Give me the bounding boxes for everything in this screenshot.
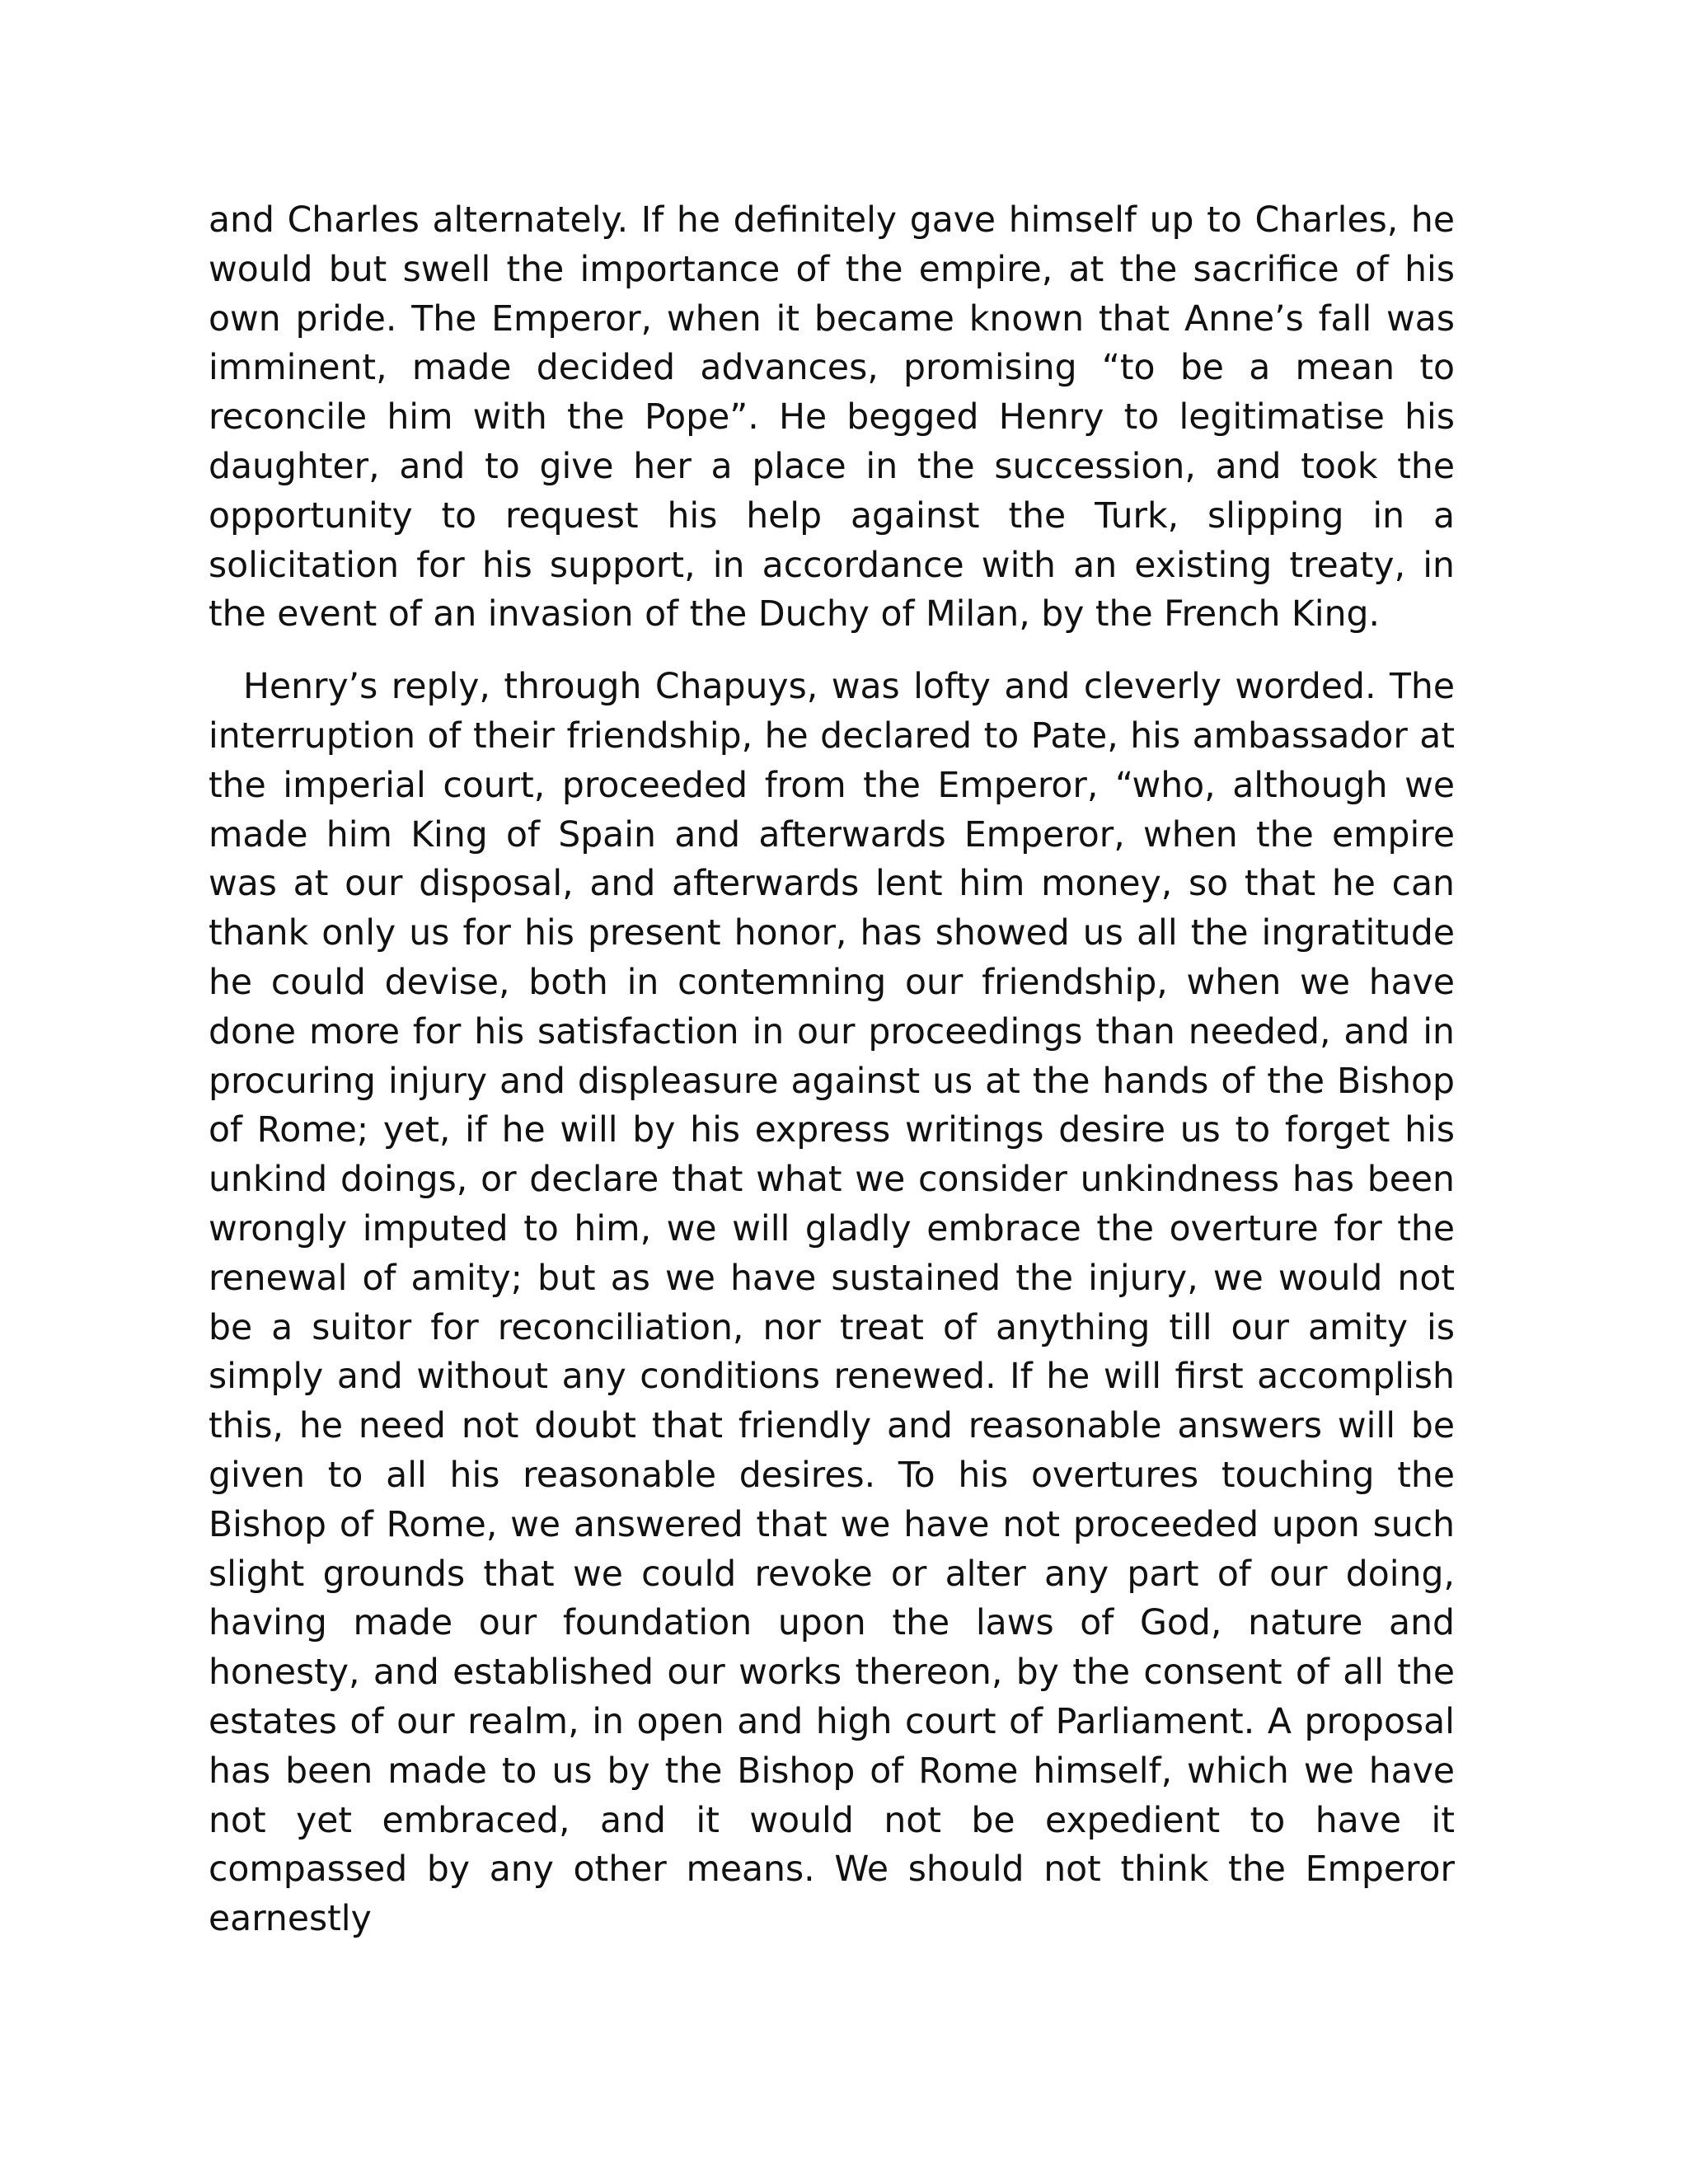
document-page [209,196,1455,1944]
paragraph-1: and Charles alternately. If he definitely gave himself up to Charles, he would but swell the importance of the empire, at the sacrifice of his own pride. The Emperor, when it became known that Anne’s fall was imminent, made decided advances, promising “to be a mean to reconcile him with the Pope”. He begged Henry to legitimatise his daughter, and to give her a place in the succession, and took the opportunity to request his help against the Turk, slipping in a solicitation for his support, in accordance with an existing treaty, in the event of an invasion of the Duchy of Milan, by the French King. [209,200,1455,635]
paragraph-2: Henry’s reply, through Chapuys, was lofty and cleverly worded. The interruption of their friendship, he declared to Pate, his ambassador at the imperial court, proceeded from the Emperor, “who, although we made him King of Spain and afterwards Emperor, when the empire was at our disposal, and afterwards lent him money, so that he can thank only us for his present honor, has showed us all the ingratitude he could devise, both in contemning our friendship, when we have done more for his satisfaction in our proceedings than needed, and in procuring injury and displeasure against us at the hands of the Bishop of Rome; yet, if he will by his express writings desire us to forget his unkind doings, or declare that what we consider unkindness has been wrongly imputed to him, we will gladly embrace the overture for the renewal of amity; but as we have sustained the injury, we would not be a suitor for reconciliation, nor treat of anything till our amity is simply and without any conditions renewed. If he will first accomplish this, he need not doubt that friendly and reasonable answers will be given to all his reasonable desires. To his overtures touching the Bishop of Rome, we answered that we have not proceeded upon such slight grounds that we could revoke or alter any part of our doing, having made our foundation upon the laws of God, nature and honesty, and established our works thereon, by the consent of all the estates of our realm, in open and high court of Parliament. A proposal has been made to us by the Bishop of Rome himself, which we have not yet embraced, and it would not be expedient to have it compassed by any other means. We should not think the Emperor earnestly [209,667,1455,1940]
